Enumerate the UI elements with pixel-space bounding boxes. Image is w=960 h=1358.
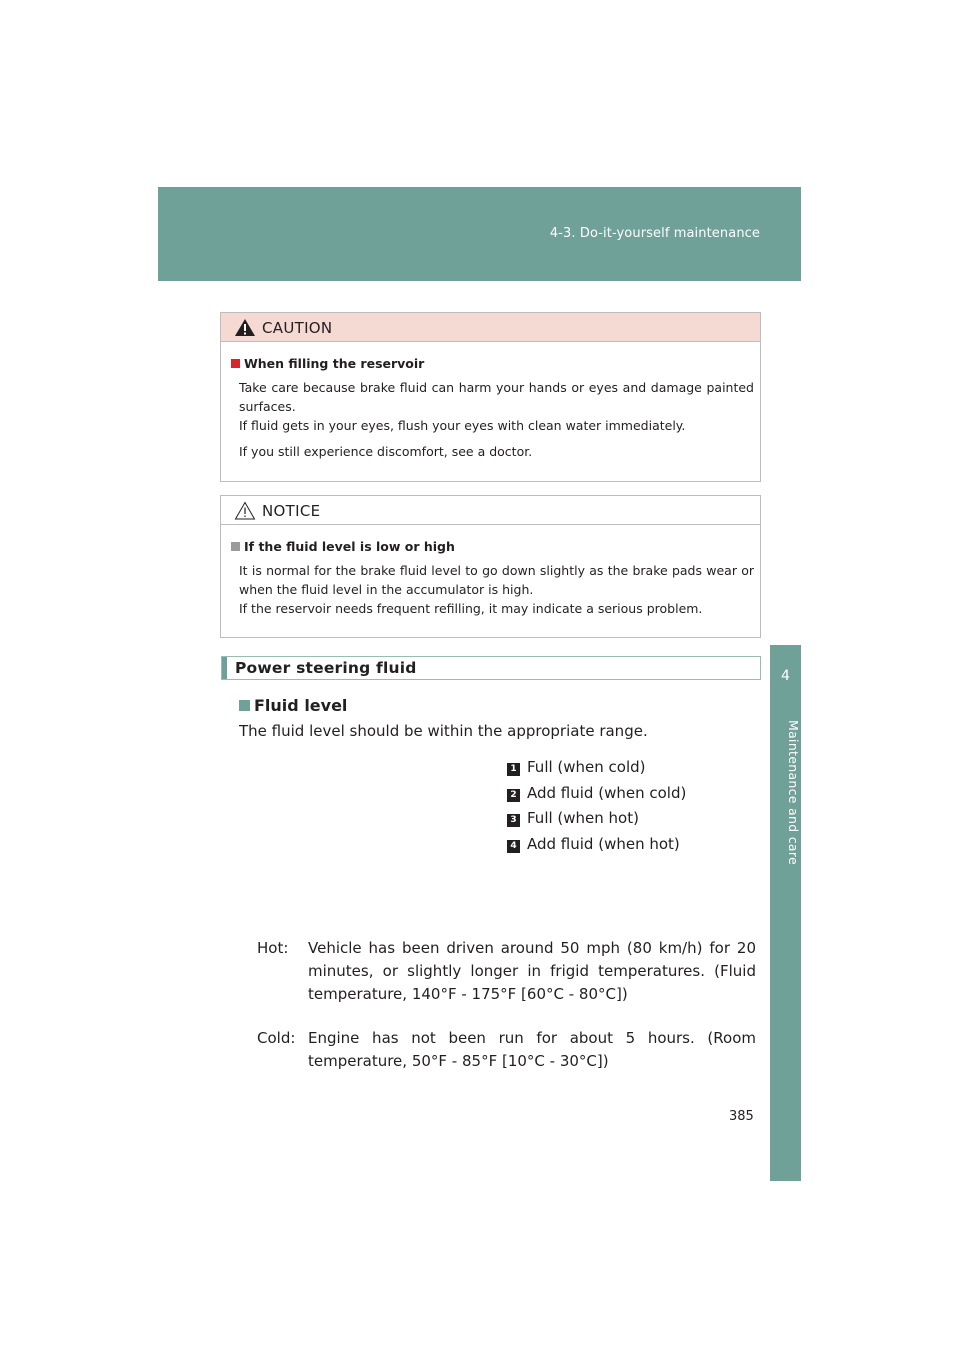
notice-paragraph: If the reservoir needs frequent refilling, it may indicate a serious problem. xyxy=(239,601,703,616)
section-bar-accent xyxy=(222,657,227,679)
caution-label: CAUTION xyxy=(262,319,333,337)
chapter-label: Maintenance and care xyxy=(786,720,801,866)
legend-item xyxy=(505,809,686,835)
square-bullet-icon xyxy=(239,700,250,711)
definition-text: Vehicle has been driven around 50 mph (80 km/h) for 20 minutes, or slightly longer in frigid temperatures. (Fluid temperature, 140°F - 175°F [60°C - 80°C]) xyxy=(308,939,756,1003)
section-title: 4-3. Do-it-yourself maintenance xyxy=(549,226,760,241)
notice-label: NOTICE xyxy=(262,502,321,520)
legend-item xyxy=(505,835,686,861)
chapter-number: 4 xyxy=(781,668,790,684)
square-bullet-icon xyxy=(231,359,240,368)
notice-paragraph: It is normal for the brake fluid level to go down slightly as the brake pads wear or when the fluid level in the accumulator is high. xyxy=(239,563,754,597)
legend-label: Full (when cold) xyxy=(527,758,646,776)
fluid-level-heading xyxy=(239,696,347,715)
legend-item xyxy=(505,784,686,810)
caution-paragraph: If fluid gets in your eyes, flush your eyes with clean water immediately. xyxy=(239,418,686,433)
definition-term: Hot: xyxy=(257,939,289,957)
notice-subhead xyxy=(231,537,754,556)
caution-box xyxy=(220,312,761,482)
fluid-level-intro: The fluid level should be within the appropriate range. xyxy=(239,722,648,740)
legend-label: Full (when hot) xyxy=(527,809,639,827)
legend-list xyxy=(505,758,686,860)
fluid-level-label: Fluid level xyxy=(254,696,348,715)
section-title-text: Power steering fluid xyxy=(235,659,417,677)
number-badge-icon: 3 xyxy=(507,814,520,827)
warning-triangle-outline-icon xyxy=(234,501,256,520)
number-badge-icon: 2 xyxy=(507,789,520,802)
page-number: 385 xyxy=(729,1109,754,1124)
caution-header xyxy=(221,313,760,342)
caution-paragraph: If you still experience discomfort, see a doctor. xyxy=(239,444,533,459)
notice-heading: If the fluid level is low or high xyxy=(244,539,455,554)
notice-box xyxy=(220,495,761,638)
caution-heading: When filling the reservoir xyxy=(244,356,425,371)
notice-header xyxy=(221,496,760,525)
warning-triangle-icon xyxy=(234,318,256,337)
definition-text: Engine has not been run for about 5 hours. (Room temperature, 50°F - 85°F [10°C - 30°C]) xyxy=(308,1029,756,1070)
definition-term: Cold: xyxy=(257,1029,296,1047)
legend-label: Add fluid (when hot) xyxy=(527,834,680,853)
number-badge-icon: 4 xyxy=(507,840,520,853)
legend-item xyxy=(505,758,686,784)
chapter-tab-gap xyxy=(770,281,801,645)
header-band xyxy=(158,187,801,281)
number-badge-icon: 1 xyxy=(507,763,520,776)
square-bullet-icon xyxy=(231,542,240,551)
section-heading-bar xyxy=(221,656,761,680)
caution-subhead xyxy=(231,354,754,373)
caution-paragraph: Take care because brake fluid can harm your hands or eyes and damage painted surfaces. xyxy=(239,380,754,414)
legend-label: Add fluid (when cold) xyxy=(527,783,687,802)
